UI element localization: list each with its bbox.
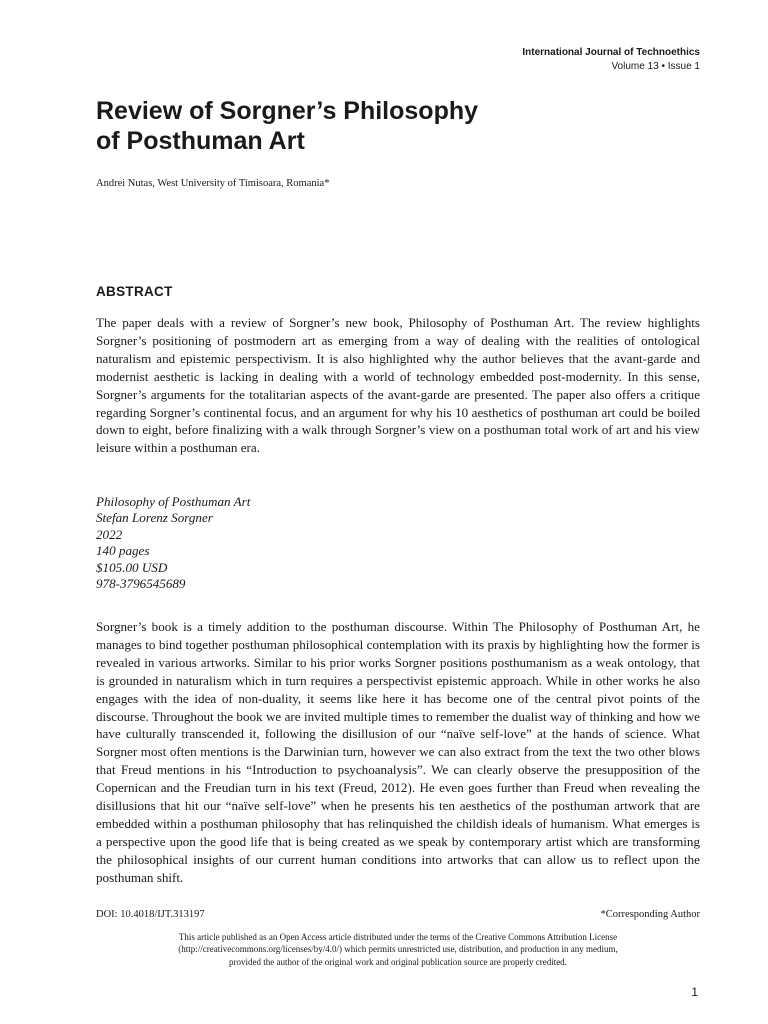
journal-issue: Volume 13 • Issue 1 — [611, 61, 700, 72]
license-line-2: (http://creativecommons.org/licenses/by/4.0/) which permits unrestricted use, distribution, and production in any medium, — [178, 944, 618, 955]
journal-header — [522, 46, 700, 74]
book-author: Stefan Lorenz Sorgner — [96, 510, 213, 526]
license-line-3: provided the author of the original work and original publication source are properly credited. — [229, 956, 567, 967]
article-title-line-1: Review of Sorgner’s Philosophy — [96, 97, 479, 125]
book-price: $105.00 USD — [96, 559, 168, 575]
license-line-1: This article published as an Open Access article distributed under the terms of the Creative Commons Attribution License — [178, 932, 618, 942]
author-affiliation: Andrei Nutas, West University of Timisoara, Romania* — [96, 178, 330, 189]
abstract-heading: ABSTRACT — [96, 284, 173, 299]
abstract-text: The paper deals with a review of Sorgner’s new book, Philosophy of Posthuman Art. The review highlights Sorgner’s positioning of postmodern art as emerging from a way of dealing with the realities of ontological naturalism and epistemic perspectivism. It is also highlighted why the author believes that the avant-garde and modernist aesthetic is lacking in dealing with a world of technology embedded post-modernity. In this sense, Sorgner’s arguments for the totalitarian aspects of the avant-garde are presented. The paper also offers a critique regarding Sorgner’s continental focus, and an argument for why his 10 aesthetics of posthuman art could be boiled down to eight, before finalizing with a walk through Sorgner’s view on a posthuman total work of art and his view leisure within a posthuman era. — [96, 315, 700, 456]
journal-name: International Journal of Technoethics — [522, 47, 700, 58]
license-notice — [96, 931, 700, 968]
page-number: 1 — [691, 985, 698, 999]
book-isbn: 978-3796545689 — [96, 576, 186, 592]
body-paragraph: Sorgner’s book is a timely addition to the posthuman discourse. Within The Philosophy of Posthuman Art, he manages to bind together posthuman philosophical contemplation with its praxis by highlighting how the former is revealed in various artworks. Similar to his prior works Sorgner positions posthumanism as a weak ontology, that is grounded in naturalism which in turn requires a perspectivist epistemic approach. While in other works he also engages with the idea of non-duality, it seems like here it has become one of the central pivot points of the discourse. Throughout the book we are invited multiple times to remember the dualist way of thinking and how we have culturally transcended it, following the disillusion of our “naïve self-love” at the hands of science. What Sorgner most often mentions is the Darwinian turn, however we can also extract from the text the two other blows that Freud mentions in his “Introduction to psychoanalysis”. We can clearly observe the presupposition of the Copernican and the Freudian turn in his text (Freud, 2012). He even goes further than Freud when revealing the disillusions that hit our “naïve self-love” when he presents his ten aesthetics of the posthuman artwork that are embedded within a posthuman philosophy that has relinquished the childish ideals of humanism. What emerges is a perspective upon the good life that is being created as we speak by contemporary artist which are transforming the philosophical insights of our current human conditions into artworks that can allow us to reflect upon the posthuman shift. — [96, 619, 700, 885]
article-title — [96, 96, 696, 156]
book-info — [96, 494, 250, 592]
book-pages: 140 pages — [96, 543, 150, 559]
doi-link[interactable]: DOI: 10.4018/IJT.313197 — [96, 909, 205, 920]
book-year: 2022 — [96, 526, 123, 542]
book-title: Philosophy of Posthuman Art — [96, 494, 251, 509]
corresponding-author-note: *Corresponding Author — [600, 909, 700, 920]
article-title-line-2: of Posthuman Art — [96, 127, 305, 155]
